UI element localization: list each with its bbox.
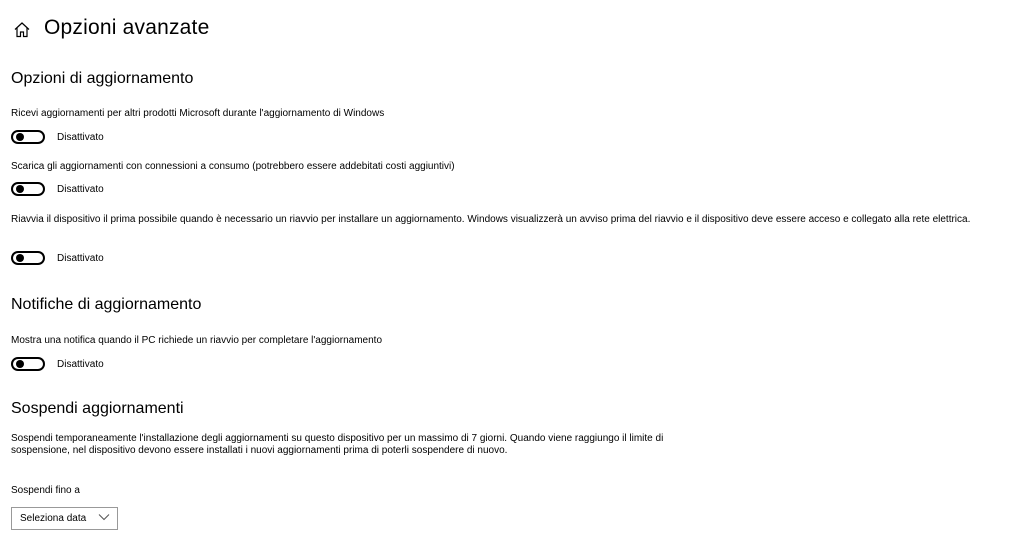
toggle-state-label: Disattivato	[57, 131, 104, 143]
toggle-state-label: Disattivato	[57, 252, 104, 264]
pause-date-select-value: Seleziona data	[20, 513, 87, 524]
toggle-row-other-products	[11, 130, 104, 144]
toggle-knob	[16, 133, 24, 141]
toggle-metered-connections[interactable]	[11, 182, 45, 196]
toggle-knob	[16, 254, 24, 262]
pause-until-label: Sospendi fino a	[11, 485, 80, 496]
toggle-knob	[16, 360, 24, 368]
page-title: Opzioni avanzate	[44, 16, 210, 39]
toggle-other-products[interactable]	[11, 130, 45, 144]
toggle-row-metered-connections	[11, 182, 104, 196]
toggle-state-label: Disattivato	[57, 358, 104, 370]
pause-description: Sospendi temporaneamente l'installazione degli aggiornamenti su questo dispositivo per un massimo di 7 giorni. Quando viene raggiungo il limite di sospensione, nel dispositivo devono essere installati i nuovi aggiornamenti prima di poterli sospendere di nuovo.	[11, 433, 664, 456]
toggle-row-restart-notification	[11, 357, 104, 371]
toggle-state-label: Disattivato	[57, 183, 104, 195]
section-title-update-notifications: Notifiche di aggiornamento	[11, 296, 202, 313]
setting-description-other-products: Ricevi aggiornamenti per altri prodotti Microsoft durante l'aggiornamento di Windows	[11, 108, 385, 119]
pause-date-select[interactable]	[11, 507, 118, 530]
toggle-knob	[16, 185, 24, 193]
toggle-restart-notification[interactable]	[11, 357, 45, 371]
home-icon[interactable]	[12, 20, 32, 40]
page-header	[12, 16, 209, 40]
setting-description-restart-notification: Mostra una notifica quando il PC richiede un riavvio per completare l'aggiornamento	[11, 335, 383, 346]
toggle-restart-asap[interactable]	[11, 251, 45, 265]
setting-description-restart-asap: Riavvia il dispositivo il prima possibile quando è necessario un riavvio per installare un aggiornamento. Windows visualizzerà un avviso prima del riavvio e il dispositivo deve essere acceso e collegato alla rete elettrica.	[11, 214, 971, 225]
section-title-pause-updates: Sospendi aggiornamenti	[11, 400, 184, 417]
toggle-row-restart-asap	[11, 251, 104, 265]
chevron-down-icon	[98, 513, 110, 521]
section-title-update-options: Opzioni di aggiornamento	[11, 70, 194, 87]
setting-description-metered-connections: Scarica gli aggiornamenti con connessioni a consumo (potrebbero essere addebitati costi aggiuntivi)	[11, 161, 455, 172]
